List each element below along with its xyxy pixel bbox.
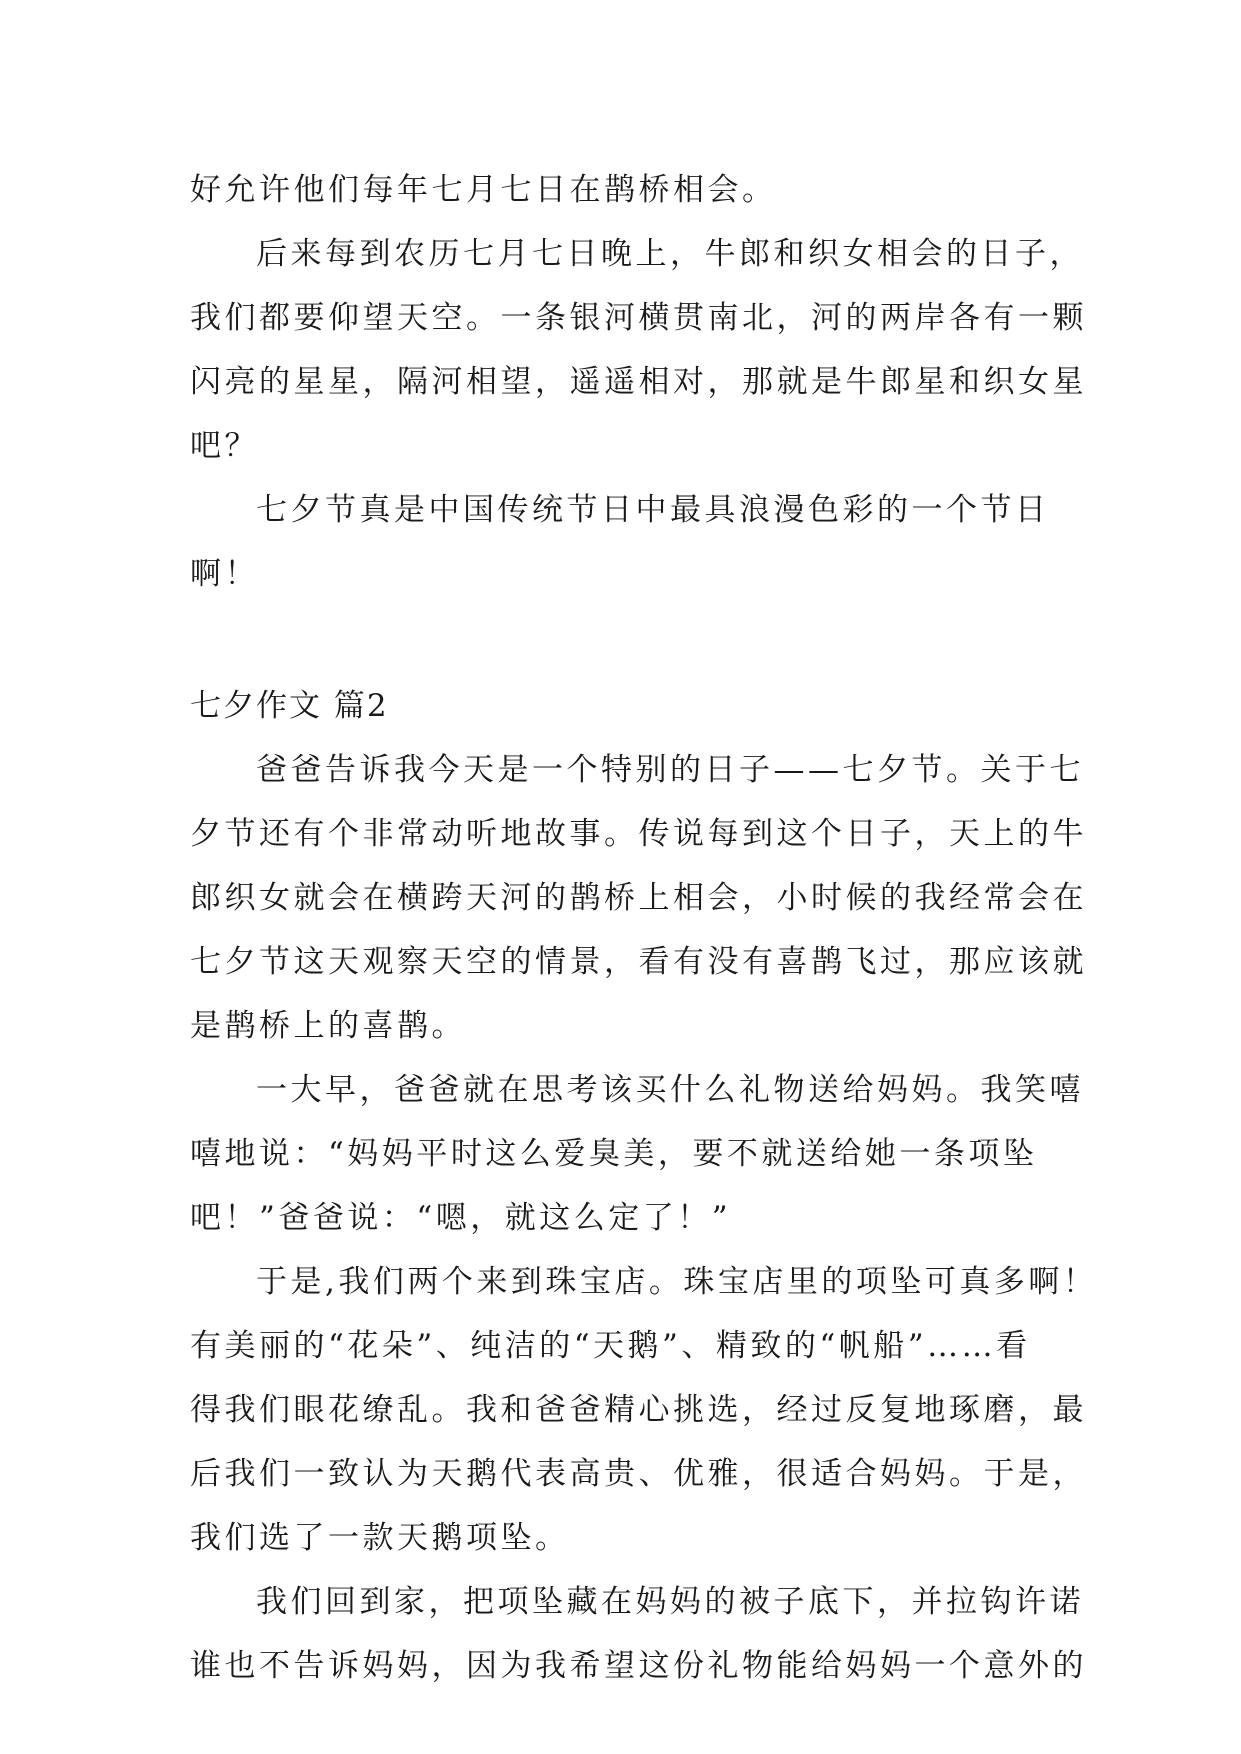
text-line: 是鹊桥上的喜鹊。 xyxy=(190,1008,466,1044)
section-spacer xyxy=(190,606,1060,674)
text-line: 我们都要仰望天空。一条银河横贯南北，河的两岸各有一颗 xyxy=(190,300,1087,336)
paragraph-start: 爸爸告诉我今天是一个特别的日子——七夕节。关于七 xyxy=(256,752,1084,788)
text-line: 夕节还有个非常动听地故事。传说每到这个日子，天上的牛 xyxy=(190,816,1087,852)
text-line: 后我们一致认为天鹅代表高贵、优雅，很适合妈妈。于是， xyxy=(190,1456,1087,1492)
text-line: 啊！ xyxy=(190,556,259,592)
text-line: 有美丽的“花朵”、纯洁的“天鹅”、精致的“帆船”……看 xyxy=(190,1328,1031,1364)
paragraph-start: 一大早，爸爸就在思考该买什么礼物送给妈妈。我笑嘻 xyxy=(256,1072,1084,1108)
paragraph-start: 后来每到农历七月七日晚上，牛郎和织女相会的日子， xyxy=(256,236,1084,272)
text-line: 好允许他们每年七月七日在鹊桥相会。 xyxy=(190,172,777,208)
paragraph-start: 于是,我们两个来到珠宝店。珠宝店里的项坠可真多啊！ xyxy=(256,1264,1098,1300)
text-line: 吧！”爸爸说：“嗯，就这么定了！” xyxy=(190,1200,732,1236)
text-line: 得我们眼花缭乱。我和爸爸精心挑选，经过反复地琢磨，最 xyxy=(190,1392,1087,1428)
paragraph-start: 七夕节真是中国传统节日中最具浪漫色彩的一个节日 xyxy=(256,492,1050,528)
text-line: 七夕节这天观察天空的情景，看有没有喜鹊飞过，那应该就 xyxy=(190,944,1087,980)
section-heading: 七夕作文 篇2 xyxy=(190,688,389,724)
text-line: 闪亮的星星，隔河相望，遥遥相对，那就是牛郎星和织女星 xyxy=(190,364,1087,400)
text-line: 嘻地说：“妈妈平时这么爱臭美，要不就送给她一条项坠 xyxy=(190,1136,1038,1172)
text-line: 我们选了一款天鹅项坠。 xyxy=(190,1520,570,1556)
paragraph-start: 我们回到家，把项坠藏在妈妈的被子底下，并拉钩许诺 xyxy=(256,1584,1084,1620)
text-line: 郎织女就会在横跨天河的鹊桥上相会，小时候的我经常会在 xyxy=(190,880,1087,916)
document-page xyxy=(190,158,1098,1698)
text-line: 谁也不告诉妈妈，因为我希望这份礼物能给妈妈一个意外的 xyxy=(190,1648,1087,1684)
text-line: 吧？ xyxy=(190,428,259,464)
